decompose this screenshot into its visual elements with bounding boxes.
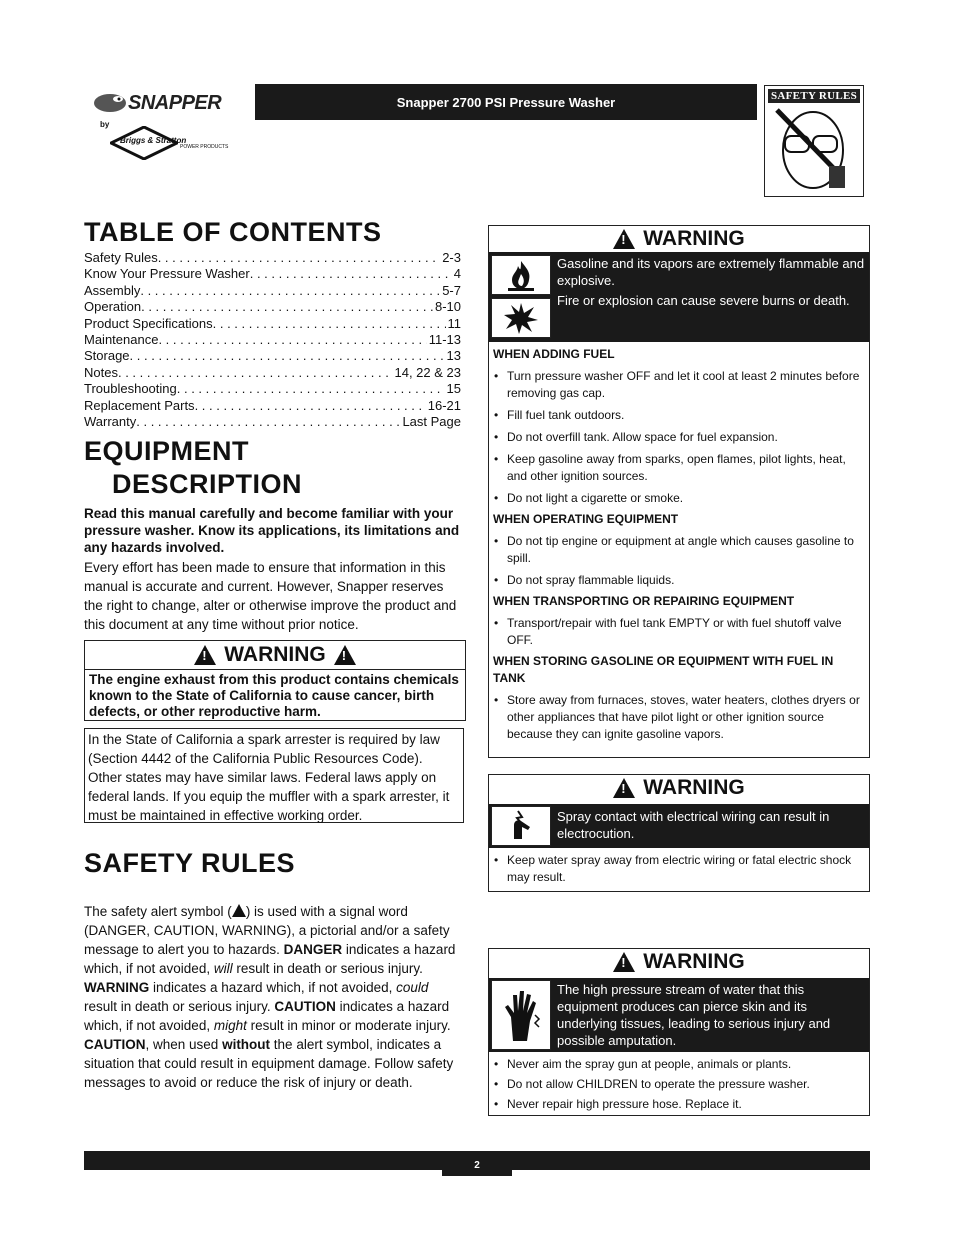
toc-item[interactable]: Troubleshooting . . . 15 (84, 381, 461, 397)
warning-label: WARNING (643, 950, 745, 973)
alert-triangle-icon (334, 645, 356, 665)
safety-goggles-icon (773, 106, 855, 192)
electric-shock-icon (491, 806, 551, 846)
snapper-mascot-icon (92, 90, 128, 114)
list-item: • Do not light a cigarette or smoke. (489, 490, 869, 507)
toc-item[interactable]: Product Specifications . . . 11 (84, 316, 461, 332)
list-item: • Do not spray flammable liquids. (489, 572, 869, 589)
toc-item[interactable]: Know Your Pressure Washer . . . 4 (84, 266, 461, 282)
safety-rules-heading: SAFETY RULES (84, 848, 296, 878)
pressure-hazard-panel (489, 978, 869, 1052)
partner-sub: POWER PRODUCTS (180, 144, 229, 150)
brand-name: SNAPPER (128, 92, 222, 114)
list-item: • Keep water spray away from electric wiring or fatal electric shock may result. (489, 852, 869, 886)
warning-header (85, 641, 465, 669)
list-item: • Turn pressure washer OFF and let it cool at least 2 minutes before removing gas cap. (489, 368, 869, 402)
toc-item[interactable]: Notes . . . 14, 22 & 23 (84, 365, 461, 381)
warning-header (489, 226, 869, 252)
fuel-rules (489, 342, 869, 743)
list-item: • Do not tip engine or equipment at angle which causes gasoline to spill. (489, 533, 869, 567)
injured-hand-icon (491, 980, 551, 1050)
list-item: • Transport/repair with fuel tank EMPTY or with fuel shutoff valve OFF. (489, 615, 869, 649)
list-item: • Store away from furnaces, stoves, water heaters, clothes dryers or other appliances that have pilot light or other ignition source because they can ignite gasoline vapors. (489, 692, 869, 743)
toc-item[interactable]: Safety Rules . . . 2-3 (84, 250, 461, 266)
partner-name: Briggs & Stratton (120, 136, 187, 145)
section-heading: WHEN ADDING FUEL (493, 347, 615, 361)
list-item: • Never aim the spray gun at people, animals or plants. (489, 1057, 869, 1072)
warning-label: WARNING (224, 643, 326, 666)
electric-hazard-text: Spray contact with electrical wiring can result in electrocution. (557, 809, 830, 841)
list-item: • Never repair high pressure hose. Replace it. (489, 1097, 869, 1112)
alert-triangle-icon (232, 904, 246, 917)
section-heading: WHEN STORING GASOLINE OR EQUIPMENT WITH FUEL IN TANK (493, 654, 834, 685)
fuel-hazard-line2: Fire or explosion can cause severe burns or death. (557, 293, 850, 308)
list-item: • Do not allow CHILDREN to operate the pressure washer. (489, 1077, 869, 1092)
brand-by: by (100, 120, 110, 129)
badge-label: SAFETY RULES (768, 89, 860, 103)
electric-hazard-panel (489, 804, 869, 848)
toc-item[interactable]: Warranty . . . Last Page (84, 414, 461, 430)
equipment-heading-line1: EQUIPMENT (84, 436, 250, 466)
page-number: 2 (442, 1151, 512, 1176)
equipment-intro-bold: Read this manual carefully and become familiar with your pressure washer. Know its applications, its limitations and any hazards involved. (84, 506, 460, 555)
spark-arrester-note: In the State of California a spark arrester is required by law (Section 4442 of the California Public Resources Code). Other states may have similar laws. Federal laws apply on federal lands. If you equip the muffler with a spark arrester, it must be maintained in effective working order. (84, 728, 464, 823)
pressure-hazard-text: The high pressure stream of water that this equipment produces can pierce skin and its underlying tissues, leading to serious injury and possible amputation. (557, 982, 831, 1048)
fuel-warning-box (488, 225, 870, 758)
toc-item[interactable]: Replacement Parts . . . 16-21 (84, 398, 461, 414)
electric-warning-box (488, 774, 870, 892)
list-item: • Do not overfill tank. Allow space for fuel expansion. (489, 429, 869, 446)
california-exhaust-warning (84, 640, 466, 721)
section-heading: WHEN TRANSPORTING OR REPAIRING EQUIPMENT (493, 594, 795, 608)
safety-rules-badge (764, 85, 864, 197)
fuel-hazard-line1: Gasoline and its vapors are extremely flammable and explosive. (557, 256, 865, 288)
safety-rules-text: The safety alert symbol ( ) is used with a signal word (DANGER, CAUTION, WARNING), a pictorial and/or a safety message to alert you to hazards. DANGER indicates a hazard which, if not avoided, will result in death or serious injury. WARNING indicates a hazard which, if not avoided, could result in death or serious injury. CAUTION indicates a hazard which, if not avoided, might result in minor or moderate injury. CAUTION, when used without the alert symbol, indicates a situation that could result in equipment damage. Follow safety messages to avoid or reduce the risk of injury or death. (84, 904, 456, 1090)
warning-label: WARNING (643, 776, 745, 799)
warning-header (489, 949, 869, 975)
pressure-warning-box (488, 948, 870, 1116)
alert-triangle-icon (613, 229, 635, 249)
explosion-icon (491, 298, 551, 338)
toc-item[interactable]: Assembly . . . 5-7 (84, 283, 461, 299)
brand-logo (92, 88, 252, 158)
equipment-heading-line2: DESCRIPTION (112, 469, 303, 499)
toc-item[interactable]: Maintenance . . . 11-13 (84, 332, 461, 348)
alert-triangle-icon (613, 952, 635, 972)
warning-text: The engine exhaust from this product contains chemicals known to the State of California to cause cancer, birth defects, or other reproductive harm. (85, 669, 465, 722)
toc-item[interactable]: Storage . . . 13 (84, 348, 461, 364)
fire-icon (491, 255, 551, 295)
fuel-hazard-panel (489, 252, 869, 342)
alert-triangle-icon (194, 645, 216, 665)
toc-heading: TABLE OF CONTENTS (84, 217, 382, 247)
equipment-intro-body: Every effort has been made to ensure that information in this manual is accurate and current. However, Snapper reserves the right to change, alter or otherwise improve the product and this document at any time without prior notice. (84, 560, 457, 632)
document-title: Snapper 2700 PSI Pressure Washer (255, 84, 757, 120)
warning-label: WARNING (643, 227, 745, 250)
toc-item[interactable]: Operation . . . 8-10 (84, 299, 461, 315)
list-item: • Keep gasoline away from sparks, open flames, pilot lights, heat, and other ignition sources. (489, 451, 869, 485)
alert-triangle-icon (613, 778, 635, 798)
section-heading: WHEN OPERATING EQUIPMENT (493, 512, 679, 526)
list-item: • Fill fuel tank outdoors. (489, 407, 869, 424)
table-of-contents (84, 250, 461, 430)
warning-header (489, 775, 869, 801)
